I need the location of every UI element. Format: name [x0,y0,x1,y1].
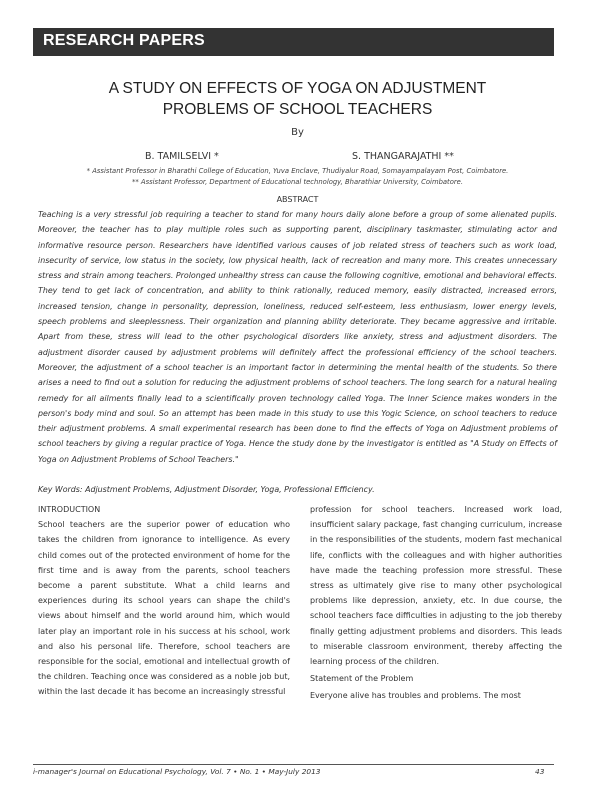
right-column-text: profession for school teachers. Increased work load, insufficient salary package, fast changing curriculum, increase in the responsibilities of the students, modern fast mechanical life, conflicts with the colleagues and with higher authorities have made the teaching profession more stressful. These stress as ultimately give rise to many other psychological problems like depression, anxiety, etc. In due course, the school teachers face difficulties in adjusting to the job thereby finally getting adjustment problems and disorders. This leads to miserable classroom environment, thereby affecting the learning process of the children. [310,505,562,667]
paper-title [40,78,555,120]
problem-statement-heading: Statement of the Problem [310,674,414,684]
affiliation-first: * Assistant Professor in Bharathi College of Education, Yuva Enclave, Thudiyalur Road, Somayampalayam Post, Coimbatore. [86,167,509,175]
paper-title-line-1: A STUDY ON EFFECTS OF YOGA ON ADJUSTMENT [108,80,487,97]
by-label: By [291,127,304,138]
introduction-heading: INTRODUCTION [38,505,101,514]
right-column [310,502,562,704]
paper-title-line-2: PROBLEMS OF SCHOOL TEACHERS [162,101,433,118]
abstract-heading: ABSTRACT [276,195,319,204]
introduction-text: School teachers are the superior power of education who takes the children from ignorance to intelligence. As every child comes out of the protected environment of home for the first time and is away from the parents, school teachers become a parent substitute. What a child learns and experiences during its school years can shape the child's views about himself and the world around him, which would later play an important role in his success at his school, work and also his personal life. Therefore, school teachers are responsible for the social, emotional and intellectual growth of the children. Teaching once was considered as a noble job but, within the last decade it has become an increasingly stressful [38,520,290,697]
keywords: Key Words: Adjustment Problems, Adjustment Disorder, Yoga, Professional Efficiency. [38,485,375,494]
page-number: 43 [535,767,545,776]
problem-statement-text: Everyone alive has troubles and problems. The most [310,691,521,701]
journal-footer: i-manager's Journal on Educational Psychology, Vol. 7 • No. 1 • May-July 2013 [33,767,321,776]
abstract-text: Teaching is a very stressful job requiring a teacher to stand for many hours daily alone before a group of some alienated pupils. Moreover, the teacher has to play multiple roles such as supporting parent, disciplinary taskmaster, stimulating actor and informative resource person. Researchers have identified various causes of job related stress of teachers such as work load, insecurity of service, low status in the society, low physical health, lack of recreation and many more. This creates unnecessary stress and strain among teachers. Prolonged unhealthy stress can cause the following cognitive, emotional and behavioral effects. They tend to get lack of concentration, and ability to think rationally, reduced memory, easily distracted, increased errors, increased tension, change in personality, depression, loneliness, reduced self-esteem, less enthusiasm, lower energy levels, speech problems and sleeplessness. Their organization and planning ability deteriorate. They became aggressive and irritable. Apart from these, stress will lead to the other psychological disorders like anxiety, stress and adjustment disorders. The adjustment disorder caused by adjustment problems will definitely affect the professional efficiency of the school teachers. Moreover, the adjustment of a school teacher is an important factor in determining the mental health of the students. So there arises a need to find out a solution for reducing the adjustment problems of school teachers. The long search for a natural healing remedy for all ailments finally lead to a scientifically proven technology called Yoga. The Inner Science makes wonders in the person's body mind and soul. So an attempt has been made in this study to use this Yogic Science, on school teachers to reduce their adjustment problems. A small experimental research has been done to find the effects of Yoga on Adjustment problems of school teachers by giving a regular practice of Yoga. Hence the study done by the investigator is entitled as "A Study on Effects of Yoga on Adjustment Problems of School Teachers." [38,210,557,464]
section-banner [33,28,554,56]
footer-divider [33,764,554,765]
left-column [38,502,290,700]
author-first: B. TAMILSELVI * [145,151,219,162]
author-second: S. THANGARAJATHI ** [352,151,454,162]
affiliation-second: ** Assistant Professor, Department of Educational technology, Bharathiar University, Coimbatore. [131,178,464,186]
section-banner-label: RESEARCH PAPERS [43,32,205,49]
